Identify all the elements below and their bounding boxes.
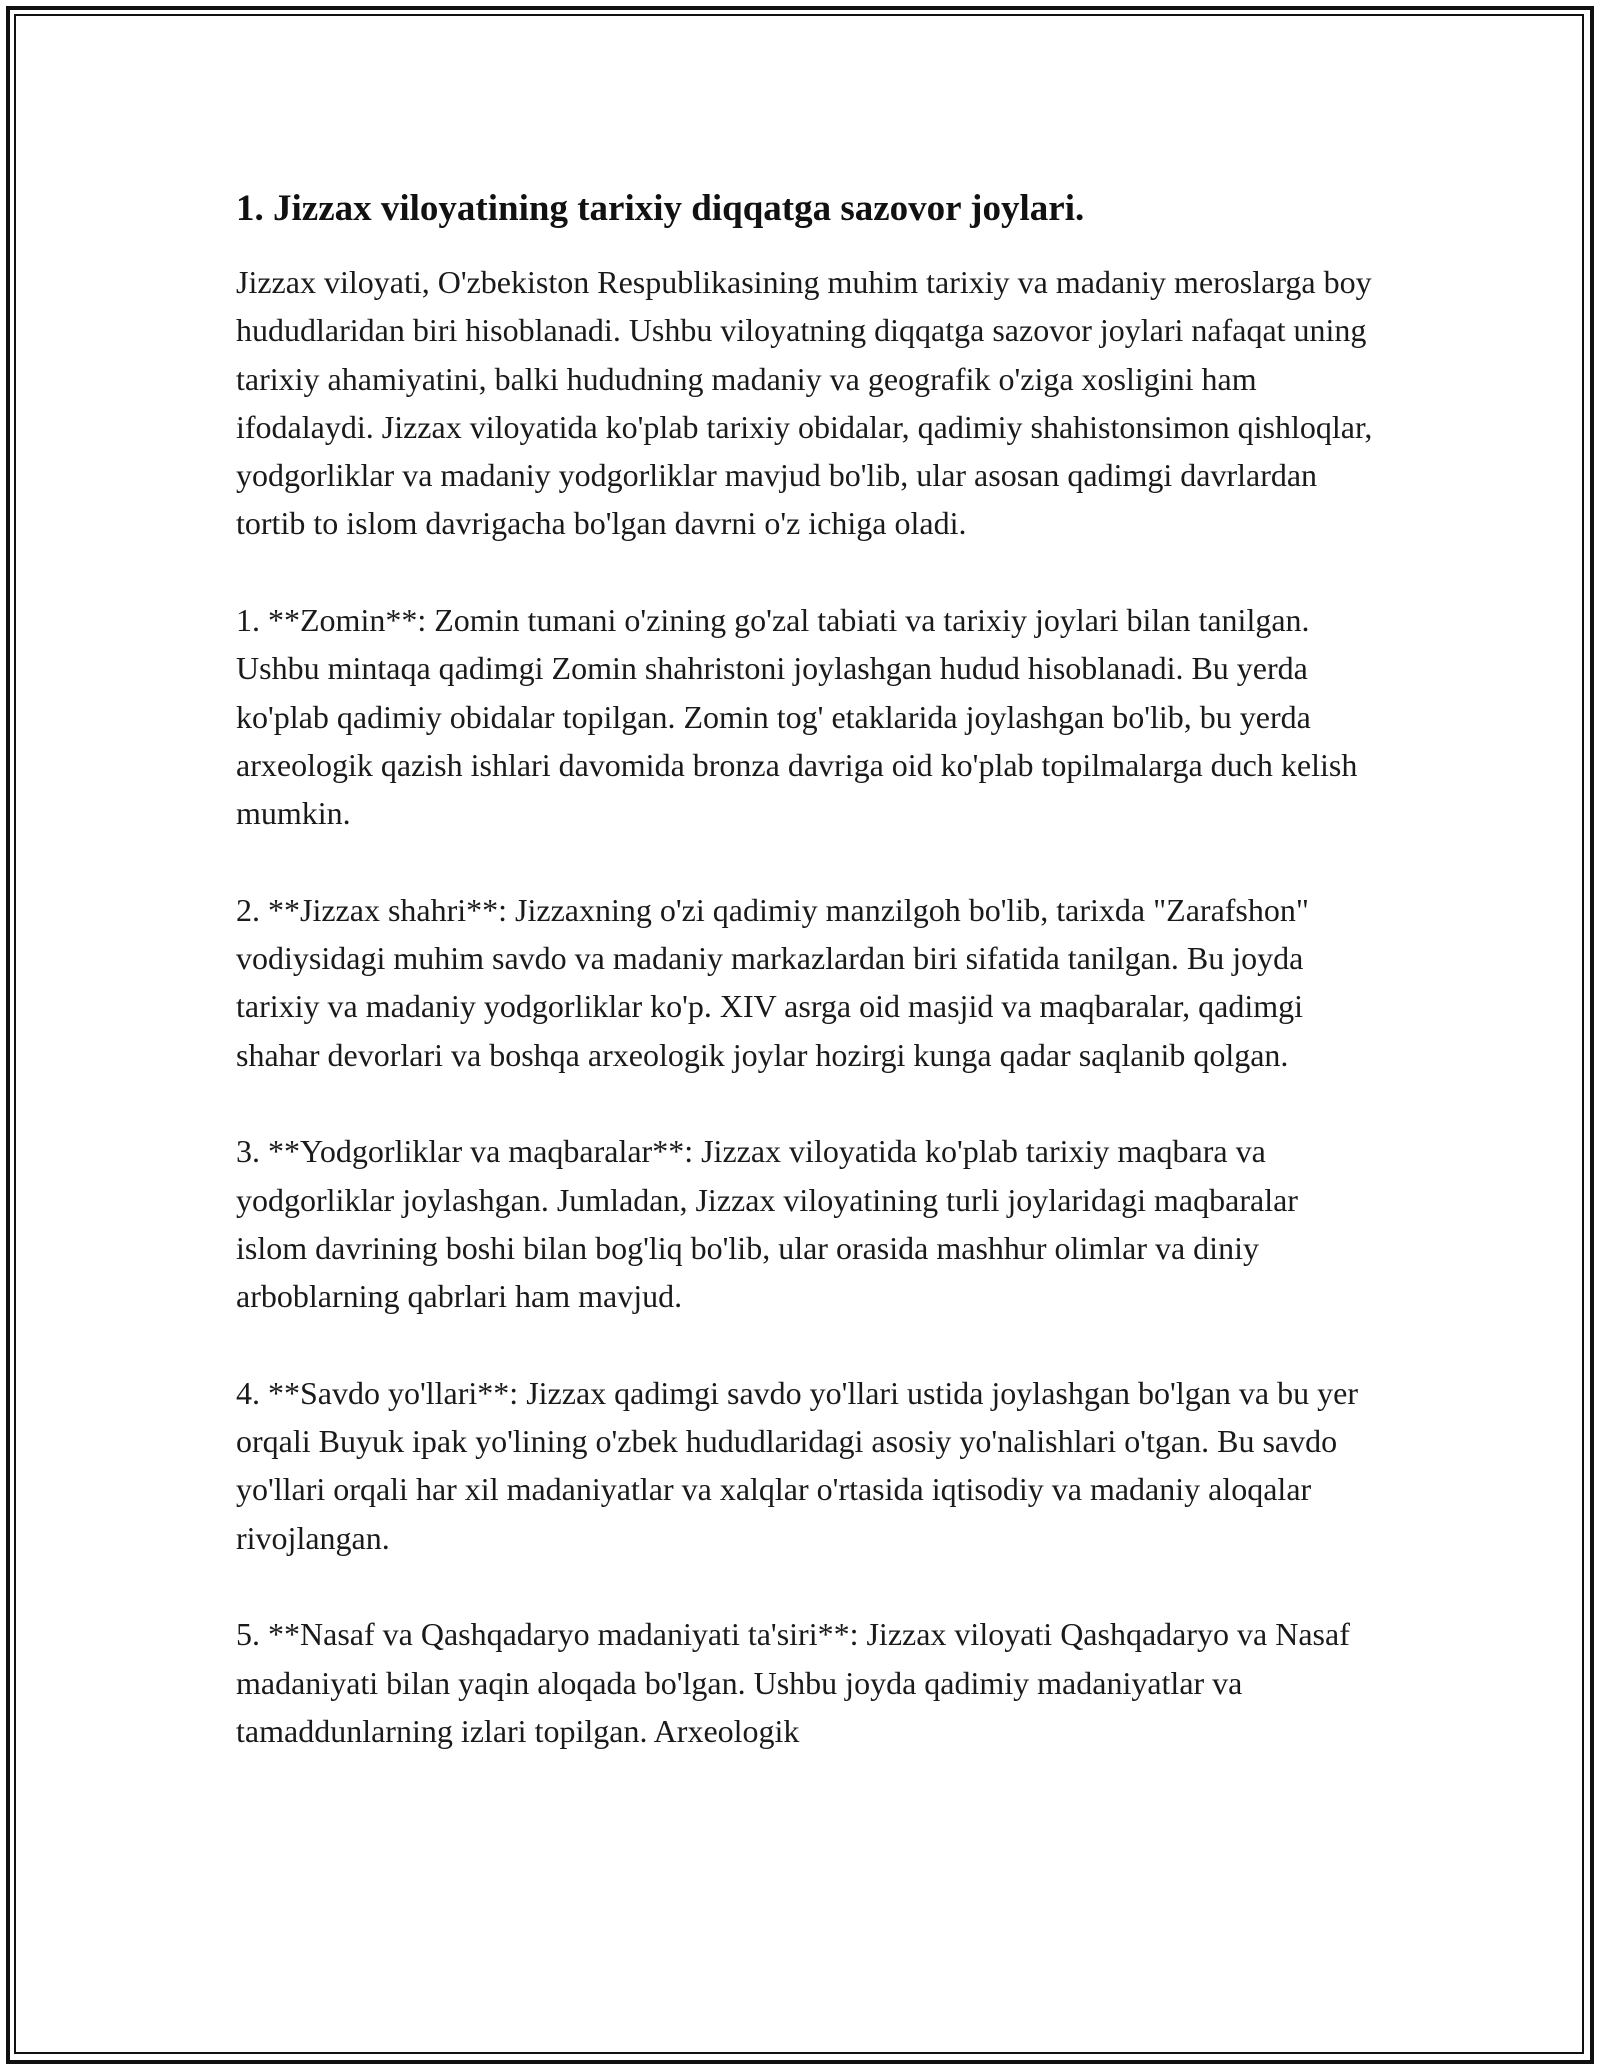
list-item-zomin: 1. **Zomin**: Zomin tumani o'zining go'zal tabiati va tarixiy joylari bilan tanilgan. Ushbu mintaqa qadimgi Zomin shahristoni joylashgan hudud hisoblanadi. Bu yerda ko'plab qadimiy obidalar topilgan. Zomin tog' etaklarida joylashgan bo'lib, bu yerda arxeologik qazish ishlari davomida bronza davriga oid ko'plab topilmalarga duch kelish mumkin. — [236, 602, 1358, 832]
list-item-nasaf-influence: 5. **Nasaf va Qashqadaryo madaniyati ta'siri**: Jizzax viloyati Qashqadaryo va Nasaf madaniyati bilan yaqin aloqada bo'lgan. Ushbu joyda qadimiy madaniyatlar va tamaddunlarning izlari topilgan. Arxeologik — [236, 1616, 1350, 1749]
document-body — [236, 186, 1376, 1804]
document-title: 1. Jizzax viloyatining tarixiy diqqatga sazovor joylari. — [236, 188, 1085, 229]
list-item-monuments: 3. **Yodgorliklar va maqbaralar**: Jizzax viloyatida ko'plab tarixiy maqbara va yodgorliklar joylashgan. Jumladan, Jizzax viloyatining turli joylaridagi maqbaralar islom davrining boshi bilan bog'liq bo'lib, ular orasida mashhur olimlar va diniy arboblarning qabrlari ham mavjud. — [236, 1133, 1298, 1315]
list-item-jizzax-city: 2. **Jizzax shahri**: Jizzaxning o'zi qadimiy manzilgoh bo'lib, tarixda "Zarafshon" vodiysidagi muhim savdo va madaniy markazlardan biri sifatida tanilgan. Bu joyda tarixiy va madaniy yodgorliklar ko'p. XIV asrga oid masjid va maqbaralar, qadimgi shahar devorlari va boshqa arxeologik joylar hozirgi kunga qadar saqlanib qolgan. — [236, 891, 1309, 1073]
intro-paragraph: Jizzax viloyati, O'zbekiston Respublikasining muhim tarixiy va madaniy meroslarga boy hududlaridan biri hisoblanadi. Ushbu viloyatning diqqatga sazovor joylari nafaqat uning tarixiy ahamiyatini, balki hududning madaniy va geografik o'ziga xosligini ham ifodalaydi. Jizzax viloyatida ko'plab tarixiy obidalar, qadimiy shahistonsimon qishloqlar, yodgorliklar va madaniy yodgorliklar mavjud bo'lib, ular asosan qadimgi davrlardan tortib to islom davrigacha bo'lgan davrni o'z ichiga oladi. — [236, 264, 1373, 542]
list-item-trade-routes: 4. **Savdo yo'llari**: Jizzax qadimgi savdo yo'llari ustida joylashgan bo'lgan va bu yer orqali Buyuk ipak yo'lining o'zbek hududlaridagi asosiy yo'nalishlari o'tgan. Bu savdo yo'llari orqali har xil madaniyatlar va xalqlar o'rtasida iqtisodiy va madaniy aloqalar rivojlangan. — [236, 1374, 1358, 1556]
